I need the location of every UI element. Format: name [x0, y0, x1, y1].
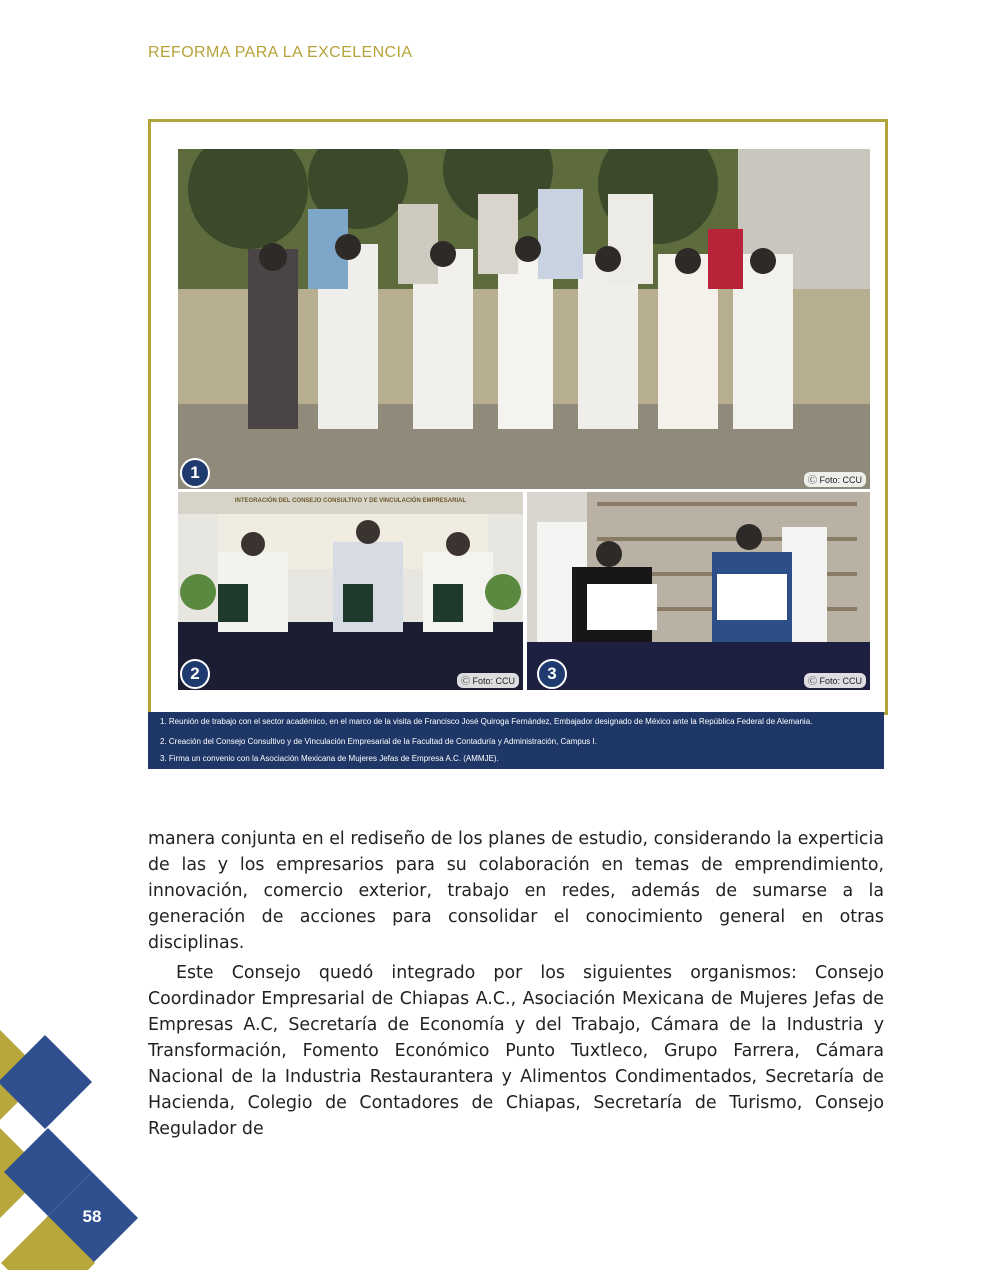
photo-credit: Ⓒ Foto: CCU	[457, 673, 519, 688]
event-banner-text: INTEGRACIÓN DEL CONSEJO CONSULTIVO Y DE VINCULACIÓN EMPRESARIAL	[234, 498, 467, 504]
body-text	[148, 826, 884, 1142]
caption-2: 2. Creación del Consejo Consultivo y de Vinculación Empresarial de la Facultad de Contaduría y Administración, Campus I.	[160, 737, 597, 746]
caption-3: 3. Firma un convenio con la Asociación Mexicana de Mujeres Jefas de Empresa A.C. (AMMJE).	[160, 754, 499, 763]
photo-collage	[148, 119, 888, 715]
photo-number-badge: 1	[180, 458, 210, 488]
group-photo	[178, 149, 870, 489]
photo-credit: Ⓒ Foto: CCU	[804, 472, 866, 487]
photo-number-badge: 2	[180, 659, 210, 689]
agreement-signing-photo	[527, 492, 870, 690]
paragraph: Este Consejo quedó integrado por los siguientes organismos: Consejo Coordinador Empresarial de Chiapas A.C., Asociación Mexicana de Mujeres Jefas de Empresas A.C, Secretaría de Economía y del Trabajo, Cámara de la Industria y Transformación, Fomento Económico Punto Tuxtleco, Grupo Farrera, Cámara Nacional de la Industria Restaurantera y Alimentos Condimentados, Secretaría de Hacienda, Colegio de Contadores de Chiapas, Secretaría de Turismo, Consejo Regulador de	[148, 963, 884, 1139]
photo-credit: Ⓒ Foto: CCU	[804, 673, 866, 688]
signing-panel-photo	[178, 492, 523, 690]
page-number: 58	[82, 1207, 102, 1226]
running-header: REFORMA PARA LA EXCELENCIA	[148, 44, 413, 61]
paragraph: manera conjunta en el rediseño de los planes de estudio, considerando la experticia de las y los empresarios para su colaboración en temas de emprendimiento, innovación, comercio exterior, trabajo en redes, además de sumarse a la generación de acciones para consolidar el conocimiento general en otras disciplinas.	[148, 829, 884, 953]
caption-1: 1. Reunión de trabajo con el sector académico, en el marco de la visita de Francisco José Quiroga Fernández, Embajador designado de México ante la República Federal de Alemania.	[160, 717, 813, 726]
photo-number-badge: 3	[537, 659, 567, 689]
photo-captions	[148, 712, 884, 769]
